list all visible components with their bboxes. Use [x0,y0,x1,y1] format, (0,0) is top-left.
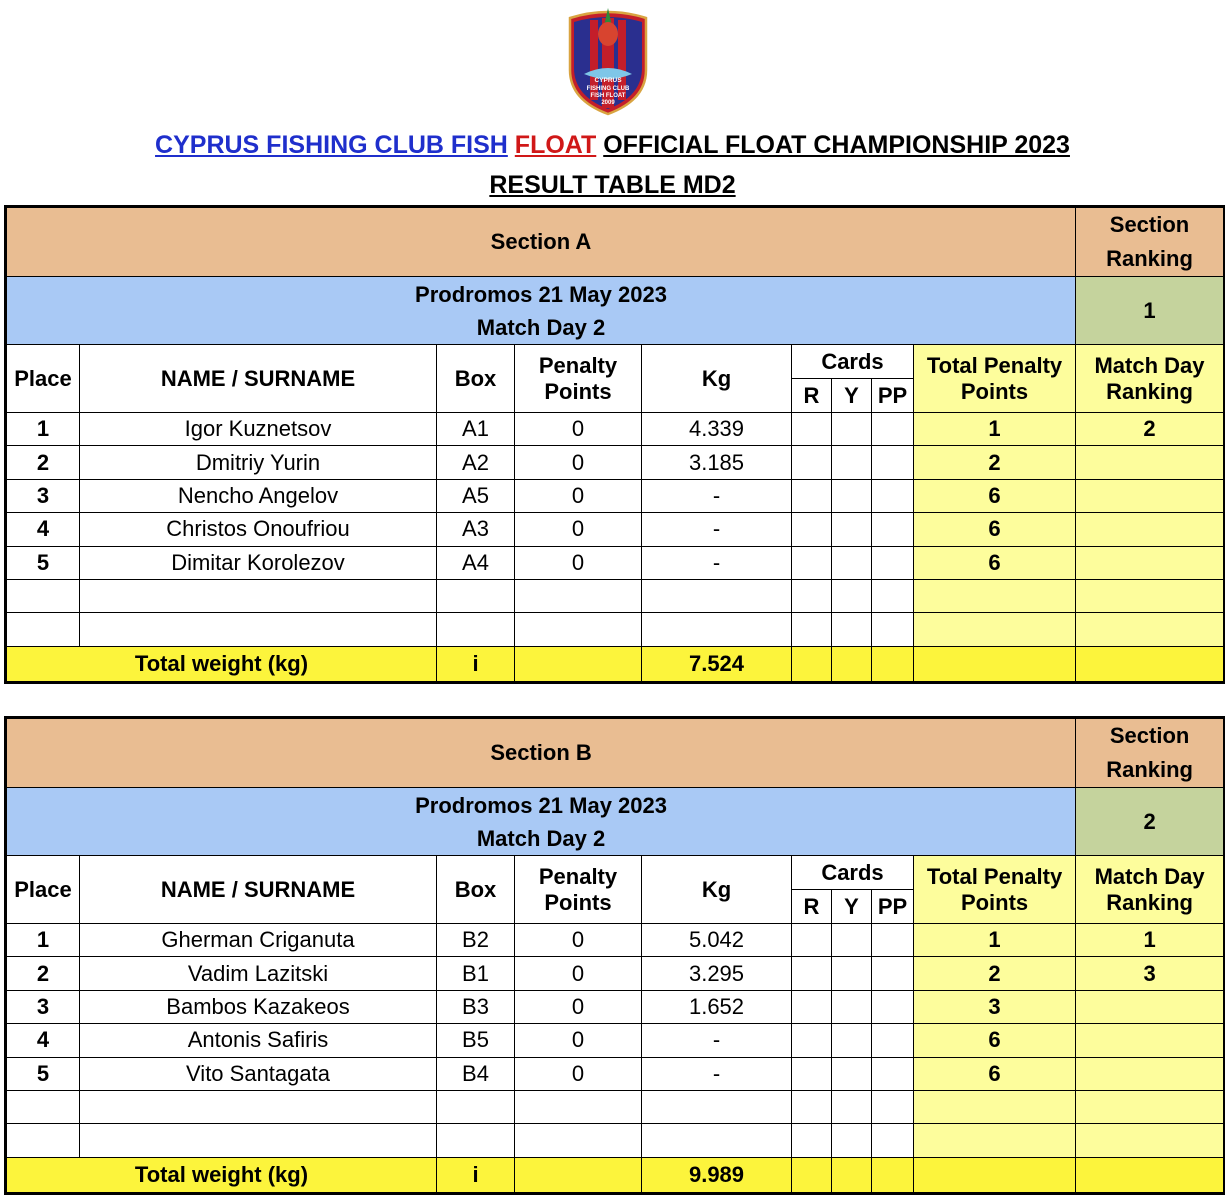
cell-box: B5 [437,1024,515,1057]
col-total-penalty: Total Penalty Points [914,345,1076,413]
cell-penalty: 0 [515,924,642,957]
cell-box: B4 [437,1057,515,1090]
table-row [6,546,1225,579]
section-results-table-b [4,716,1225,1195]
cell-name [80,579,437,612]
cell-box [437,1124,515,1157]
cell-card-y [832,479,872,512]
cell-box: B3 [437,990,515,1023]
cell-kg: - [642,479,792,512]
cell-card-r [792,513,832,546]
cell-card-y [832,446,872,479]
cell-box [437,579,515,612]
section-name: Section B [6,718,1076,788]
cell-penalty: 0 [515,513,642,546]
cell-place: 3 [6,479,80,512]
cell-card-y [832,1057,872,1090]
col-cards: Cards [792,856,914,890]
total-weight-value: 9.989 [642,1157,792,1193]
cell-box: A3 [437,513,515,546]
table-row [6,924,1225,957]
cell-place [6,1090,80,1123]
cell-card-pp [872,546,914,579]
section-ranking-header: Section Ranking [1076,207,1225,277]
cell-penalty [515,1090,642,1123]
cell-box: A4 [437,546,515,579]
cell-total-penalty: 6 [914,546,1076,579]
cell-card-r [792,446,832,479]
cell-card-r [792,413,832,446]
cell-name: Vito Santagata [80,1057,437,1090]
col-card-pp: PP [872,379,914,413]
cell-card-r [792,1024,832,1057]
cell-card-pp [872,1024,914,1057]
cell-card-y [832,546,872,579]
col-cards: Cards [792,345,914,379]
cell-place: 2 [6,446,80,479]
cell-total-penalty [914,579,1076,612]
cell-kg [642,1090,792,1123]
col-penalty: Penalty Points [515,345,642,413]
col-place: Place [6,345,80,413]
cell-match-day-ranking [1076,579,1225,612]
cell-card-y [832,924,872,957]
table-row [6,1090,1225,1123]
cell-penalty: 0 [515,479,642,512]
cell-card-pp [872,1090,914,1123]
cell-card-pp [872,413,914,446]
cell-card-y [832,513,872,546]
table-row [6,957,1225,990]
total-total-penalty [914,1157,1076,1193]
cell-penalty: 0 [515,413,642,446]
document-subtitle [0,170,1225,200]
cell-total-penalty: 6 [914,479,1076,512]
cell-place: 3 [6,990,80,1023]
total-penalty-empty [515,646,642,682]
cell-box: A2 [437,446,515,479]
table-row [6,479,1225,512]
col-card-pp: PP [872,890,914,924]
table-row [6,613,1225,646]
cell-place: 1 [6,413,80,446]
logo-text-1: CYPRUS [594,77,622,84]
total-card-r [792,646,832,682]
cell-name: Gherman Criganuta [80,924,437,957]
col-card-r: R [792,890,832,924]
col-match-day-ranking: Match Day Ranking [1076,345,1225,413]
cell-card-y [832,1124,872,1157]
section-results-table-a [4,205,1225,684]
cell-name [80,1124,437,1157]
document-title [0,130,1225,160]
cell-card-y [832,413,872,446]
cell-card-y [832,957,872,990]
logo-text-2: FISHING CLUB [586,86,630,92]
cell-name: Christos Onoufriou [80,513,437,546]
cell-kg [642,579,792,612]
cell-card-y [832,990,872,1023]
cell-place [6,579,80,612]
col-card-y: Y [832,890,872,924]
cell-penalty: 0 [515,446,642,479]
cell-card-r [792,924,832,957]
cell-kg [642,1124,792,1157]
section-ranking-header: Section Ranking [1076,718,1225,788]
col-penalty: Penalty Points [515,856,642,924]
col-name: NAME / SURNAME [80,856,437,924]
cell-box [437,1090,515,1123]
club-logo [562,4,654,116]
table-row [6,1024,1225,1057]
cell-place: 2 [6,957,80,990]
cell-box: A5 [437,479,515,512]
total-card-pp [872,646,914,682]
col-kg: Kg [642,856,792,924]
total-card-pp [872,1157,914,1193]
cell-total-penalty: 2 [914,957,1076,990]
cell-penalty [515,579,642,612]
cell-card-r [792,1090,832,1123]
cell-card-pp [872,613,914,646]
cell-name [80,613,437,646]
total-weight-value: 7.524 [642,646,792,682]
cell-card-pp [872,1057,914,1090]
col-card-r: R [792,379,832,413]
col-place: Place [6,856,80,924]
cell-kg: 5.042 [642,924,792,957]
cell-kg [642,613,792,646]
total-match-day [1076,1157,1225,1193]
total-box: i [437,1157,515,1193]
table-row [6,1124,1225,1157]
section-name: Section A [6,207,1076,277]
cell-name: Dimitar Korolezov [80,546,437,579]
cell-box [437,613,515,646]
cell-card-pp [872,957,914,990]
cell-match-day-ranking [1076,613,1225,646]
title-part-blue: CYPRUS FISHING CLUB FISH [155,131,508,159]
cell-name: Antonis Safiris [80,1024,437,1057]
cell-penalty: 0 [515,1024,642,1057]
total-weight-label: Total weight (kg) [6,1157,437,1193]
cell-name: Dmitriy Yurin [80,446,437,479]
col-name: NAME / SURNAME [80,345,437,413]
cell-card-pp [872,446,914,479]
cell-kg: 3.185 [642,446,792,479]
cell-card-r [792,1124,832,1157]
cell-match-day-ranking [1076,990,1225,1023]
venue-date: Prodromos 21 May 2023 Match Day 2 [6,788,1076,856]
cell-place: 5 [6,546,80,579]
cell-card-pp [872,1124,914,1157]
cell-place: 1 [6,924,80,957]
cell-penalty: 0 [515,990,642,1023]
col-box: Box [437,856,515,924]
cell-card-r [792,546,832,579]
cell-card-r [792,1057,832,1090]
cell-card-r [792,479,832,512]
cell-penalty [515,1124,642,1157]
col-card-y: Y [832,379,872,413]
cell-box: A1 [437,413,515,446]
title-part-black: OFFICIAL FLOAT CHAMPIONSHIP 2023 [603,131,1070,159]
cell-kg: - [642,1024,792,1057]
cell-card-pp [872,479,914,512]
logo-text-4: 2009 [601,100,615,106]
cell-place: 4 [6,1024,80,1057]
cell-box: B1 [437,957,515,990]
cell-total-penalty: 6 [914,1057,1076,1090]
cell-card-r [792,990,832,1023]
cell-match-day-ranking: 1 [1076,924,1225,957]
table-row [6,446,1225,479]
cell-match-day-ranking [1076,513,1225,546]
cell-match-day-ranking [1076,1057,1225,1090]
cell-card-r [792,613,832,646]
cell-card-pp [872,924,914,957]
cell-match-day-ranking: 3 [1076,957,1225,990]
cell-match-day-ranking [1076,446,1225,479]
cell-kg: - [642,546,792,579]
cell-total-penalty: 2 [914,446,1076,479]
cell-penalty: 0 [515,957,642,990]
table-row [6,513,1225,546]
cell-total-penalty [914,1090,1076,1123]
cell-match-day-ranking: 2 [1076,413,1225,446]
total-card-y [832,646,872,682]
cell-total-penalty: 6 [914,513,1076,546]
cell-match-day-ranking [1076,479,1225,512]
cell-card-r [792,957,832,990]
cell-total-penalty [914,613,1076,646]
cell-kg: - [642,513,792,546]
cell-penalty [515,613,642,646]
total-total-penalty [914,646,1076,682]
logo-text-3: FISH FLOAT [590,93,626,99]
table-row [6,990,1225,1023]
cell-card-y [832,579,872,612]
cell-match-day-ranking [1076,1024,1225,1057]
col-box: Box [437,345,515,413]
cell-kg: 3.295 [642,957,792,990]
cell-penalty: 0 [515,546,642,579]
section-ranking-value: 1 [1076,277,1225,345]
col-total-penalty: Total Penalty Points [914,856,1076,924]
cell-place [6,1124,80,1157]
cell-kg: - [642,1057,792,1090]
cell-match-day-ranking [1076,1090,1225,1123]
cell-name: Vadim Lazitski [80,957,437,990]
total-match-day [1076,646,1225,682]
cell-place: 5 [6,1057,80,1090]
cell-name: Bambos Kazakeos [80,990,437,1023]
cell-card-pp [872,513,914,546]
subtitle-text: RESULT TABLE MD2 [489,171,736,199]
total-weight-row [6,1157,1225,1193]
cell-total-penalty: 1 [914,413,1076,446]
cell-kg: 4.339 [642,413,792,446]
total-card-r [792,1157,832,1193]
title-part-red: FLOAT [514,131,597,159]
total-weight-row [6,646,1225,682]
cell-box: B2 [437,924,515,957]
cell-name: Igor Kuznetsov [80,413,437,446]
cell-card-pp [872,990,914,1023]
cell-total-penalty: 1 [914,924,1076,957]
col-match-day-ranking: Match Day Ranking [1076,856,1225,924]
cell-match-day-ranking [1076,546,1225,579]
section-ranking-value: 2 [1076,788,1225,856]
cell-match-day-ranking [1076,1124,1225,1157]
table-row [6,1057,1225,1090]
total-card-y [832,1157,872,1193]
cell-card-y [832,1024,872,1057]
cell-card-y [832,613,872,646]
total-penalty-empty [515,1157,642,1193]
total-weight-label: Total weight (kg) [6,646,437,682]
cell-penalty: 0 [515,1057,642,1090]
cell-card-r [792,579,832,612]
cell-total-penalty: 6 [914,1024,1076,1057]
cell-card-pp [872,579,914,612]
cell-total-penalty: 3 [914,990,1076,1023]
table-row [6,579,1225,612]
total-box: i [437,646,515,682]
cell-place [6,613,80,646]
cell-card-y [832,1090,872,1123]
cell-name [80,1090,437,1123]
cell-total-penalty [914,1124,1076,1157]
cell-kg: 1.652 [642,990,792,1023]
venue-date: Prodromos 21 May 2023 Match Day 2 [6,277,1076,345]
table-row [6,413,1225,446]
cell-place: 4 [6,513,80,546]
col-kg: Kg [642,345,792,413]
cell-name: Nencho Angelov [80,479,437,512]
